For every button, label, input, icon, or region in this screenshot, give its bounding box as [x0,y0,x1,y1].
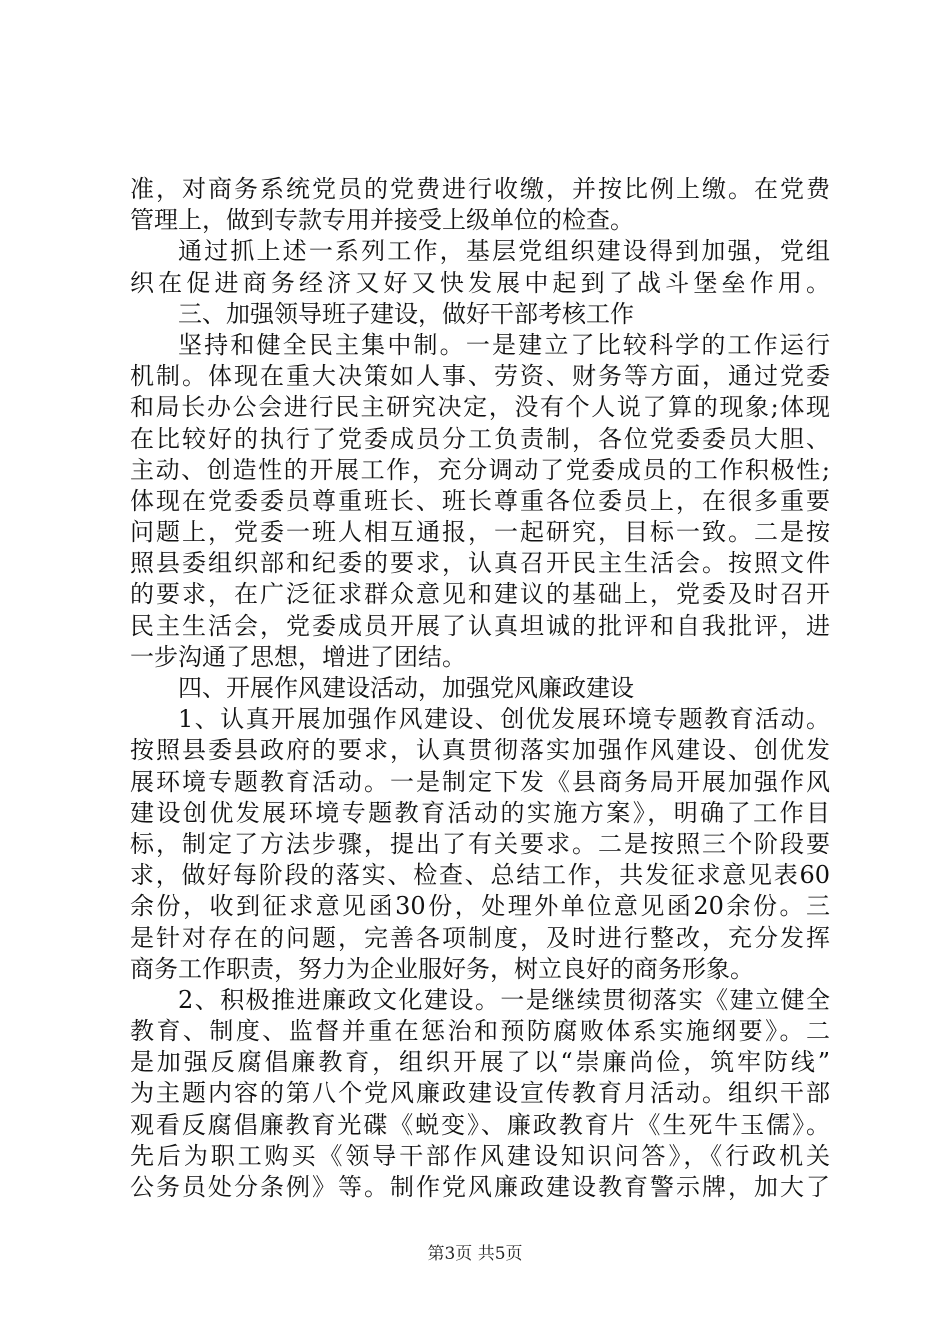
text-line: 教育、制度、监督并重在惩治和预防腐败体系实施纲要》。二 [130,1017,830,1046]
text-line: 体现在党委委员尊重班长、班长尊重各位委员上，在很多重要 [130,486,830,515]
section-heading: 三、加强领导班子建设，做好干部考核工作 [178,299,634,328]
text-line: 展环境专题教育活动。一是制定下发《县商务局开展加强作风 [130,767,830,796]
text-line: 机制。体现在重大决策如人事、劳资、财务等方面，通过党委 [130,362,830,391]
text-line: 问题上，党委一班人相互通报，一起研究，目标一致。二是按 [130,518,830,547]
text-line: 公务员处分条例》等。制作党风廉政建设教育警示牌，加大了 [130,1173,830,1201]
text-line: 在比较好的执行了党委成员分工负责制，各位党委委员大胆、 [130,424,830,453]
text-line: 准，对商务系统党员的党费进行收缴，并按比例上缴。在党费 [130,175,830,203]
text-line: 一步沟通了思想，增进了团结。 [130,642,466,671]
text-line: 观看反腐倡廉教育光碟《蜕变》、廉政教育片《生死牛玉儒》。 [130,1110,830,1139]
section-heading: 四、开展作风建设活动，加强党风廉政建设 [178,674,634,702]
document-body [130,174,830,1203]
text-line: 主动、创造性的开展工作，充分调动了党委成员的工作积极性; [130,455,830,484]
text-line: 按照县委县政府的要求，认真贯彻落实加强作风建设、创优发 [130,736,830,765]
text-line: 标，制定了方法步骤，提出了有关要求。二是按照三个阶段要 [130,829,830,858]
text-line: 余份，收到征求意见函30份，处理外单位意见函20余份。三 [130,892,830,921]
text-line: 求，做好每阶段的落实、检查、总结工作，共发征求意见表60 [130,861,830,890]
text-line: 管理上，做到专款专用并接受上级单位的检查。 [130,206,634,235]
text-line: 和局长办公会进行民主研究决定，没有个人说了算的现象;体现 [130,393,830,422]
text-line: 织在促进商务经济又好又快发展中起到了战斗堡垒作用。 [130,268,830,297]
text-line: 是加强反腐倡廉教育，组织开展了以“崇廉尚俭，筑牢防线” [130,1048,830,1077]
text-line: 建设创优发展环境专题教育活动的实施方案》，明确了工作目 [130,798,830,827]
text-line: 坚持和健全民主集中制。一是建立了比较科学的工作运行 [178,330,830,359]
text-line: 先后为职工购买《领导干部作风建设知识问答》，《行政机关 [130,1141,830,1170]
text-line: 通过抓上述一系列工作，基层党组织建设得到加强，党组 [178,237,830,266]
text-line: 的要求，在广泛征求群众意见和建议的基础上，党委及时召开 [130,580,830,609]
text-line: 1、认真开展加强作风建设、创优发展环境专题教育活动。 [178,705,830,734]
page-number-footer: 第3页 共5页 [427,1244,523,1264]
text-line: 照县委组织部和纪委的要求，认真召开民主生活会。按照文件 [130,549,830,578]
text-line: 是针对存在的问题，完善各项制度，及时进行整改，充分发挥 [130,923,830,952]
text-line: 商务工作职责，努力为企业服好务，树立良好的商务形象。 [130,954,754,983]
text-line: 为主题内容的第八个党风廉政建设宣传教育月活动。组织干部 [130,1079,830,1108]
text-line: 2、积极推进廉政文化建设。一是继续贯彻落实《建立健全 [178,985,830,1014]
text-line: 民主生活会，党委成员开展了认真坦诚的批评和自我批评，进 [130,611,830,640]
